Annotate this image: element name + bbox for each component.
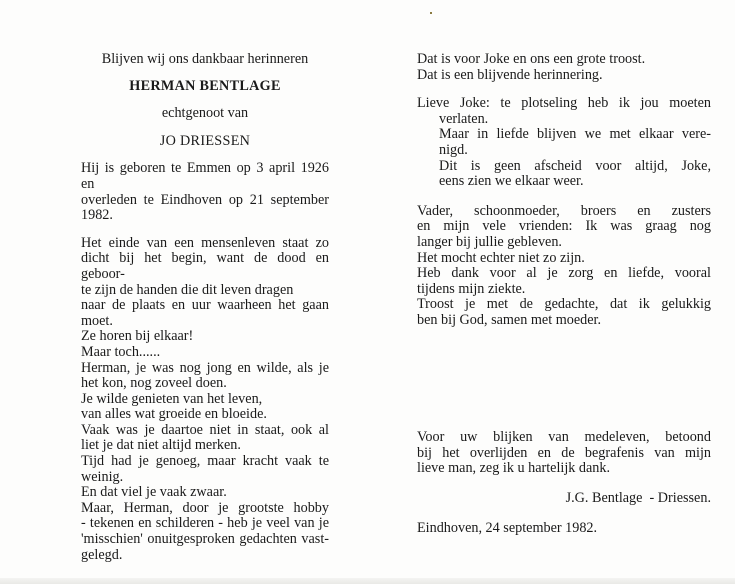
verse-line: eens zien we elkaar weer. [439,173,584,190]
verse-line: Troost je met de gedachte, dat ik gelukkig [417,296,711,313]
place-date: Eindhoven, 24 september 1982. [417,520,598,537]
verse-line: Het mocht echter niet zo zijn. [417,249,585,266]
relation-line: echtgenoot van [161,105,249,122]
poem-line: Het einde van een mensenleven staat zo [81,234,329,251]
poem-line: En dat viel je vaak zwaar. [81,484,227,501]
verse-line: Heb dank voor al je zorg en liefde, vooral [417,265,711,282]
poem-line: het kon, nog zoveel doen. [81,375,227,392]
poem-line: Maar toch...... [81,343,161,360]
poem-line: Tijd had je genoeg, maar kracht vaak te [81,453,329,470]
intro-line: Blijven wij ons dankbaar herinneren [101,51,309,67]
deceased-name: HERMAN BENTLAGE [129,77,281,94]
poem-line: liet je dat niet altijd merken. [81,437,241,454]
verse-line: Vader, schoonmoeder, broers en zusters [417,202,711,219]
bio-paragraph [81,161,329,223]
verse-line: Maar in liefde blijven we met elkaar vere- [439,126,711,143]
verse-line: nigd. [439,141,468,158]
thanks-line: bij het overlijden en de begrafenis van mijn [417,444,711,461]
poem-line: Herman, je was nog jong en wilde, als je [81,359,329,376]
family-verse [417,204,711,329]
scan-edge [0,578,735,584]
verse-line: en mijn vele vrienden: Ik was graag nog [417,218,711,235]
poem [81,236,329,563]
poem-line: 'misschien' onuitgesproken gedachten vast- [81,531,329,548]
bio-line: 1982. [81,207,113,224]
thanks-block [417,430,711,537]
verse-line: ben bij God, samen met moeder. [417,311,602,328]
left-column [81,52,329,563]
right-column [417,52,711,329]
comfort-paragraph [417,52,711,83]
verse-line: verlaten. [439,110,489,127]
poem-line: weinig. [81,468,124,485]
poem-line: te zijn de handen die dit leven dragen [81,281,294,298]
verse-line: tijdens mijn ziekte. [417,280,526,297]
poem-line: Maar, Herman, door je grootste hobby [81,499,329,516]
poem-line: van alles wat groeide en bloeide. [81,406,267,423]
comfort-line: Dat is een blijvende herinnering. [417,66,603,83]
thanks-line: lieve man, zeg ik u hartelijk dank. [417,460,611,477]
poem-line: moet. [81,312,113,329]
verse-line: Lieve Joke: te plotseling heb ik jou moeten [417,95,711,112]
signature: J.G. Bentlage - Driessen. [565,489,711,506]
comfort-line: Dat is voor Joke en ons een grote troost. [417,51,646,67]
verse-line: langer bij jullie gebleven. [417,233,562,250]
print-speck [430,12,432,14]
verse-line: Dit is geen afscheid voor altijd, Joke, [439,157,711,174]
poem-line: - tekenen en schilderen - heb je veel van je [81,515,329,532]
poem-line: dicht bij het begin, want de dood en geboor- [81,250,329,282]
bio-line: overleden te Eindhoven op 21 september [81,191,329,208]
poem-line: gelegd. [81,546,123,563]
poem-line: Je wilde genieten van het leven, [81,390,263,407]
thanks-line: Voor uw blijken van medeleven, betoond [417,429,711,445]
bio-line: Hij is geboren te Emmen op 3 april 1926 en [81,160,329,192]
poem-line: Ze horen bij elkaar! [81,328,194,345]
spouse-name: JO DRIESSEN [159,132,251,149]
joke-verse [417,96,711,190]
poem-line: Vaak was je daartoe niet in staat, ook al [81,421,329,438]
poem-line: naar de plaats en uur waarheen het gaan [81,297,329,314]
